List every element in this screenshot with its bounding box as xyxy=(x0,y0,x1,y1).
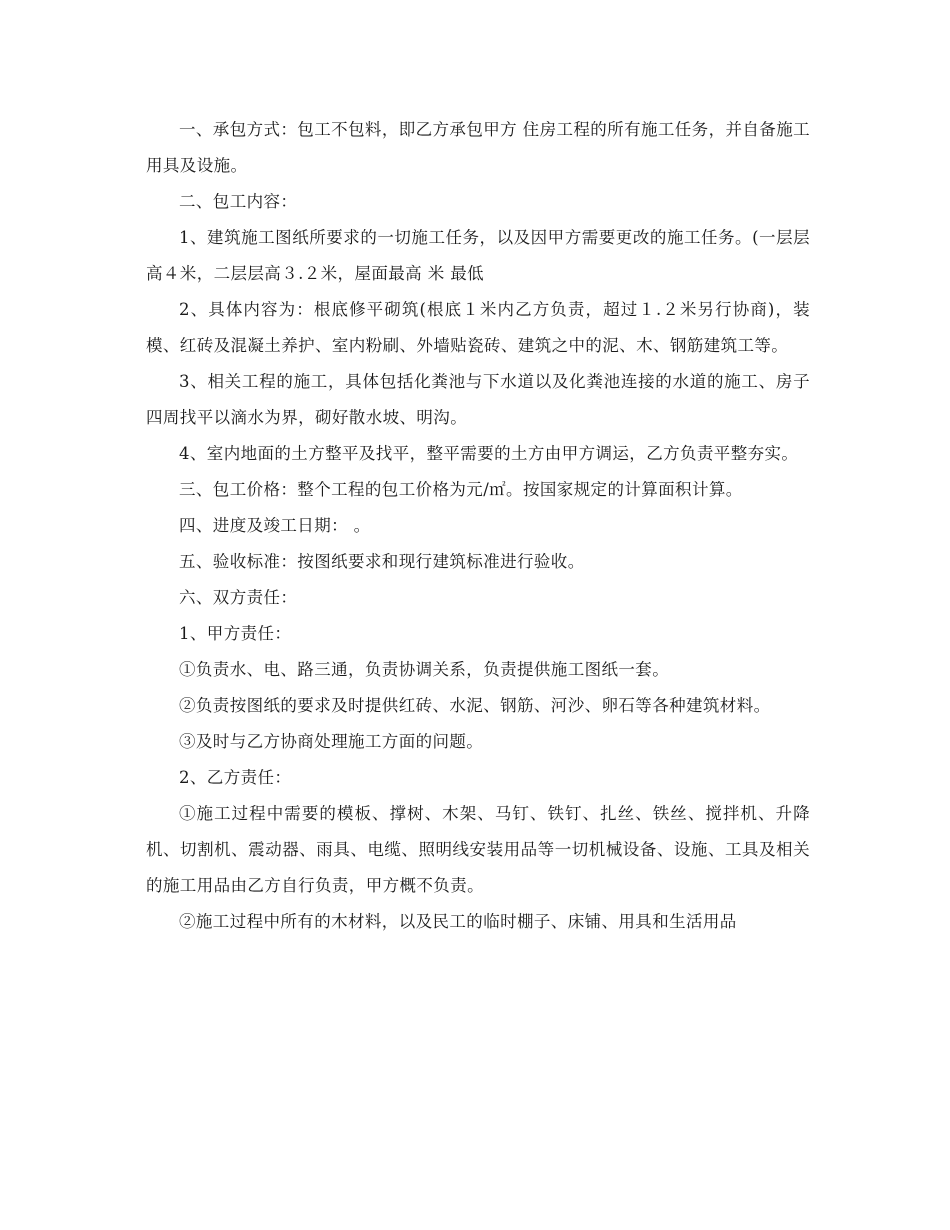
paragraph-price: 三、包工价格：整个工程的包工价格为元/㎡。按国家规定的计算面积计算。 xyxy=(179,480,743,499)
paragraph-party-a-item-3: ③及时与乙方协商处理施工方面的问题。 xyxy=(179,732,484,751)
document-body xyxy=(146,112,810,940)
paragraph-contract-method: 一、承包方式：包工不包料，即乙方承包甲方 住房工程的所有施工任务，并自备施工用具及设施。 xyxy=(146,120,810,175)
paragraph-schedule: 四、进度及竣工日期： 。 xyxy=(179,516,371,535)
paragraph-party-a-item-1: ①负责水、电、路三通，负责协调关系，负责提供施工图纸一套。 xyxy=(179,660,670,679)
paragraph-scope-heading: 二、包工内容： xyxy=(179,192,298,211)
paragraph-party-b-item-1: ①施工过程中需要的模板、撑树、木架、马钉、铁钉、扎丝、铁丝、搅拌机、升降机、切割机、震动器、雨具、电缆、照明线安装用品等一切机械设备、设施、工具及相关的施工用品由乙方自行负责，甲方概不负责。 xyxy=(146,804,810,895)
paragraph-party-a-heading: 1、甲方责任： xyxy=(179,624,292,643)
paragraph-acceptance: 五、验收标准：按图纸要求和现行建筑标准进行验收。 xyxy=(179,552,585,571)
paragraph-scope-item-2: 2、具体内容为：根底修平砌筑(根底１米内乙方负责，超过１.２米另行协商)，装模、红砖及混凝土养护、室内粉刷、外墙贴瓷砖、建筑之中的泥、木、钢筋建筑工等。 xyxy=(146,300,810,355)
paragraph-party-b-item-2: ②施工过程中所有的木材料，以及民工的临时棚子、床铺、用具和生活用品 xyxy=(179,912,737,931)
paragraph-scope-item-3: 3、相关工程的施工，具体包括化粪池与下水道以及化粪池连接的水道的施工、房子四周找平以滴水为界，砌好散水坡、明沟。 xyxy=(146,372,810,427)
paragraph-party-a-item-2: ②负责按图纸的要求及时提供红砖、水泥、钢筋、河沙、卵石等各种建筑材料。 xyxy=(179,696,771,715)
paragraph-scope-item-4: 4、室内地面的土方整平及找平，整平需要的土方由甲方调运，乙方负责平整夯实。 xyxy=(179,444,799,463)
paragraph-party-b-heading: 2、乙方责任： xyxy=(179,768,292,787)
paragraph-scope-item-1: 1、建筑施工图纸所要求的一切施工任务，以及因甲方需要更改的施工任务。(一层层高４米，二层层高３.２米，屋面最高 米 最低 xyxy=(146,228,810,283)
paragraph-responsibilities-heading: 六、双方责任： xyxy=(179,588,298,607)
